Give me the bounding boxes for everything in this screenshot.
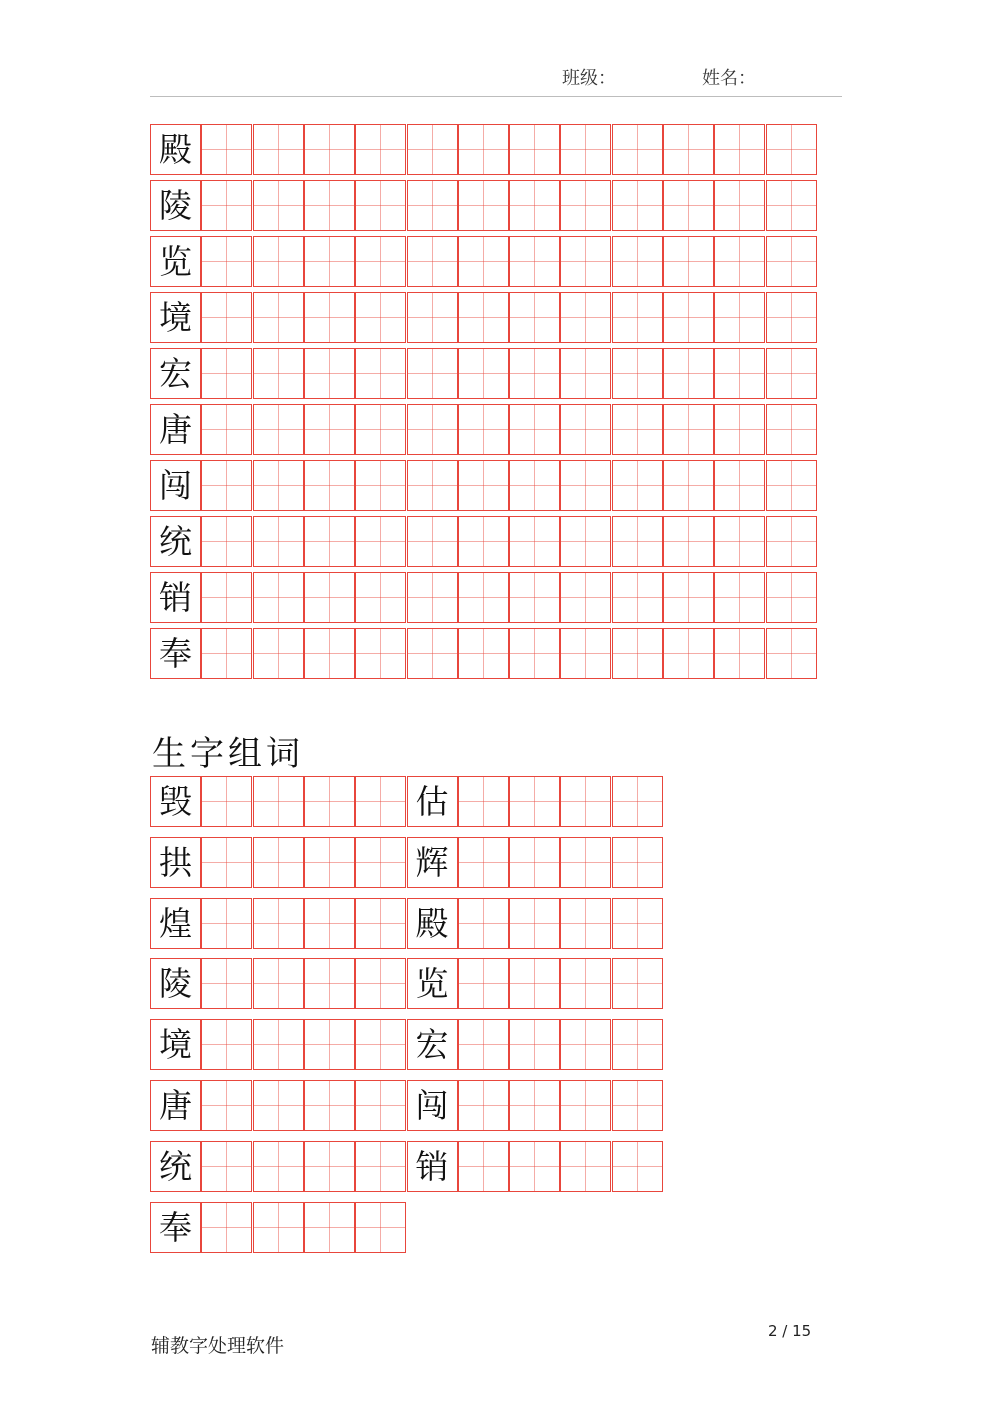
writing-cell[interactable]: [407, 348, 458, 399]
writing-cell[interactable]: [612, 1080, 663, 1131]
writing-cell[interactable]: [355, 572, 406, 623]
writing-cell[interactable]: [560, 958, 611, 1009]
footer-software-name: 辅教字处理软件: [151, 1335, 285, 1357]
writing-cell[interactable]: [612, 628, 663, 679]
writing-cell[interactable]: [304, 958, 355, 1009]
grid-row: [150, 1141, 407, 1192]
writing-cell[interactable]: [201, 837, 252, 888]
writing-cell[interactable]: [560, 1141, 611, 1192]
model-char-cell: [150, 124, 201, 175]
writing-cell[interactable]: [560, 837, 611, 888]
writing-cell[interactable]: [355, 1141, 406, 1192]
writing-cell[interactable]: [304, 124, 355, 175]
header-divider: [150, 96, 842, 97]
writing-cell[interactable]: [663, 292, 714, 343]
model-char: 闯: [415, 1086, 449, 1125]
writing-cell[interactable]: [509, 460, 560, 511]
writing-cell[interactable]: [714, 460, 765, 511]
writing-cell[interactable]: [355, 348, 406, 399]
writing-cell[interactable]: [355, 516, 406, 567]
model-char: 煌: [159, 903, 192, 943]
grid-row: [150, 460, 817, 511]
writing-cell[interactable]: [509, 1019, 560, 1070]
writing-cell[interactable]: [253, 837, 304, 888]
writing-cell[interactable]: [201, 236, 252, 287]
writing-cell[interactable]: [304, 292, 355, 343]
model-char: 境: [159, 1025, 192, 1065]
writing-cell[interactable]: [201, 898, 252, 949]
model-char-cell: [150, 348, 201, 399]
writing-cell[interactable]: [407, 572, 458, 623]
writing-cell[interactable]: [560, 1019, 611, 1070]
model-char-cell: [150, 776, 201, 827]
writing-cell[interactable]: [253, 180, 304, 231]
writing-cell[interactable]: [355, 1202, 406, 1253]
writing-cell[interactable]: [407, 124, 458, 175]
section-title: 生字组词: [152, 734, 304, 774]
writing-cell[interactable]: [304, 1019, 355, 1070]
writing-cell[interactable]: [560, 236, 611, 287]
model-char: 奉: [159, 1207, 192, 1247]
writing-cell[interactable]: [612, 404, 663, 455]
grid-row: [150, 1080, 407, 1131]
grid-row: [150, 1202, 407, 1253]
writing-cell[interactable]: [612, 958, 663, 1009]
writing-cell[interactable]: [560, 1080, 611, 1131]
writing-cell[interactable]: [612, 776, 663, 827]
writing-cell[interactable]: [304, 898, 355, 949]
writing-cell[interactable]: [253, 348, 304, 399]
model-char: 统: [159, 522, 192, 561]
writing-cell[interactable]: [304, 180, 355, 231]
writing-cell[interactable]: [560, 572, 611, 623]
model-char-cell: [407, 837, 458, 888]
writing-cell[interactable]: [509, 1080, 560, 1131]
writing-cell[interactable]: [509, 776, 560, 827]
grid-row: [407, 1019, 664, 1070]
writing-cell[interactable]: [304, 404, 355, 455]
model-char-cell: [150, 516, 201, 567]
writing-cell[interactable]: [407, 516, 458, 567]
writing-cell[interactable]: [714, 292, 765, 343]
writing-cell[interactable]: [355, 1019, 406, 1070]
writing-cell[interactable]: [407, 180, 458, 231]
writing-cell[interactable]: [304, 460, 355, 511]
writing-cell[interactable]: [612, 898, 663, 949]
writing-cell[interactable]: [253, 572, 304, 623]
writing-cell[interactable]: [560, 628, 611, 679]
model-char: 销: [415, 1146, 449, 1186]
writing-cell[interactable]: [458, 776, 509, 827]
writing-cell[interactable]: [714, 348, 765, 399]
writing-cell[interactable]: [201, 124, 252, 175]
writing-cell[interactable]: [253, 1080, 304, 1131]
writing-cell[interactable]: [304, 1202, 355, 1253]
writing-cell[interactable]: [458, 404, 509, 455]
writing-cell[interactable]: [407, 404, 458, 455]
writing-cell[interactable]: [458, 837, 509, 888]
writing-cell[interactable]: [612, 292, 663, 343]
writing-cell[interactable]: [304, 837, 355, 888]
writing-cell[interactable]: [458, 348, 509, 399]
writing-cell[interactable]: [355, 1080, 406, 1131]
grid-row: [407, 1141, 664, 1192]
writing-cell[interactable]: [253, 1202, 304, 1253]
writing-cell[interactable]: [253, 898, 304, 949]
writing-cell[interactable]: [766, 292, 817, 343]
writing-cell[interactable]: [560, 124, 611, 175]
model-char: 殿: [415, 903, 449, 943]
writing-cell[interactable]: [355, 837, 406, 888]
writing-cell[interactable]: [355, 628, 406, 679]
writing-cell[interactable]: [509, 348, 560, 399]
writing-cell[interactable]: [714, 236, 765, 287]
class-label: 班级：: [562, 68, 616, 89]
grid-row: [150, 348, 817, 399]
writing-cell[interactable]: [612, 837, 663, 888]
writing-cell[interactable]: [458, 1019, 509, 1070]
grid-row: [150, 516, 817, 567]
model-char-cell: [150, 1019, 201, 1070]
writing-cell[interactable]: [560, 180, 611, 231]
model-char: 殿: [159, 130, 192, 169]
writing-cell[interactable]: [612, 516, 663, 567]
writing-cell[interactable]: [509, 180, 560, 231]
writing-cell[interactable]: [612, 1019, 663, 1070]
writing-cell[interactable]: [253, 460, 304, 511]
writing-cell[interactable]: [355, 958, 406, 1009]
writing-cell[interactable]: [355, 776, 406, 827]
writing-cell[interactable]: [253, 236, 304, 287]
writing-cell[interactable]: [509, 1141, 560, 1192]
model-char: 拱: [159, 842, 192, 882]
model-char-cell: [150, 292, 201, 343]
writing-cell[interactable]: [304, 776, 355, 827]
grid-row: [150, 837, 407, 888]
writing-cell[interactable]: [766, 628, 817, 679]
writing-cell[interactable]: [201, 958, 252, 1009]
writing-cell[interactable]: [201, 348, 252, 399]
grid-row: [407, 1080, 664, 1131]
model-char: 奉: [159, 634, 192, 673]
model-char-cell: [407, 898, 458, 949]
writing-cell[interactable]: [355, 236, 406, 287]
model-char: 宏: [159, 354, 192, 393]
writing-cell[interactable]: [509, 837, 560, 888]
page-number: 2 / 15: [768, 1322, 812, 1340]
model-char-cell: [407, 1080, 458, 1131]
model-char: 唐: [159, 410, 192, 449]
writing-cell[interactable]: [714, 404, 765, 455]
writing-cell[interactable]: [560, 292, 611, 343]
writing-cell[interactable]: [355, 460, 406, 511]
writing-cell[interactable]: [560, 516, 611, 567]
model-char-cell: [150, 460, 201, 511]
writing-cell[interactable]: [458, 628, 509, 679]
writing-cell[interactable]: [201, 628, 252, 679]
model-char-cell: [407, 958, 458, 1009]
model-char: 销: [159, 578, 192, 617]
model-char-cell: [150, 958, 201, 1009]
writing-cell[interactable]: [458, 180, 509, 231]
model-char-cell: [150, 236, 201, 287]
writing-cell[interactable]: [509, 958, 560, 1009]
writing-cell[interactable]: [663, 180, 714, 231]
grid-row: [150, 404, 817, 455]
writing-cell[interactable]: [612, 460, 663, 511]
writing-cell[interactable]: [663, 348, 714, 399]
writing-cell[interactable]: [201, 1019, 252, 1070]
writing-cell[interactable]: [663, 236, 714, 287]
writing-cell[interactable]: [355, 898, 406, 949]
writing-cell[interactable]: [509, 572, 560, 623]
writing-cell[interactable]: [201, 516, 252, 567]
writing-cell[interactable]: [201, 1080, 252, 1131]
writing-cell[interactable]: [766, 348, 817, 399]
writing-cell[interactable]: [458, 572, 509, 623]
model-char: 辉: [415, 842, 449, 882]
writing-cell[interactable]: [766, 404, 817, 455]
model-char-cell: [150, 1202, 201, 1253]
writing-cell[interactable]: [253, 958, 304, 1009]
writing-cell[interactable]: [612, 124, 663, 175]
writing-cell[interactable]: [407, 236, 458, 287]
writing-cell[interactable]: [766, 460, 817, 511]
name-label: 姓名：: [702, 68, 756, 89]
writing-cell[interactable]: [509, 898, 560, 949]
grid-row: [150, 898, 407, 949]
writing-cell[interactable]: [509, 628, 560, 679]
writing-cell[interactable]: [612, 572, 663, 623]
writing-cell[interactable]: [509, 516, 560, 567]
writing-cell[interactable]: [253, 124, 304, 175]
writing-cell[interactable]: [509, 124, 560, 175]
writing-cell[interactable]: [663, 572, 714, 623]
writing-cell[interactable]: [714, 516, 765, 567]
grid-row: [407, 776, 664, 827]
writing-cell[interactable]: [407, 628, 458, 679]
writing-cell[interactable]: [560, 404, 611, 455]
writing-cell[interactable]: [663, 404, 714, 455]
model-char-cell: [407, 1019, 458, 1070]
grid-row: [150, 776, 407, 827]
writing-cell[interactable]: [458, 236, 509, 287]
grid-row: [150, 1019, 407, 1070]
header-fields: [0, 64, 992, 92]
grid-row: [150, 292, 817, 343]
writing-cell[interactable]: [560, 776, 611, 827]
writing-cell[interactable]: [612, 236, 663, 287]
writing-cell[interactable]: [253, 292, 304, 343]
model-char-cell: [150, 1080, 201, 1131]
writing-cell[interactable]: [304, 236, 355, 287]
writing-cell[interactable]: [458, 1080, 509, 1131]
grid-row: [407, 958, 664, 1009]
writing-cell[interactable]: [407, 292, 458, 343]
grid-row: [150, 236, 817, 287]
writing-cell[interactable]: [355, 124, 406, 175]
writing-cell[interactable]: [355, 404, 406, 455]
writing-cell[interactable]: [663, 628, 714, 679]
writing-cell[interactable]: [458, 292, 509, 343]
writing-cell[interactable]: [560, 460, 611, 511]
writing-cell[interactable]: [253, 776, 304, 827]
writing-cell[interactable]: [509, 292, 560, 343]
model-char-cell: [150, 898, 201, 949]
grid-row: [150, 180, 817, 231]
writing-cell[interactable]: [201, 292, 252, 343]
writing-cell[interactable]: [458, 516, 509, 567]
writing-cell[interactable]: [458, 958, 509, 1009]
writing-cell[interactable]: [355, 180, 406, 231]
grid-row: [407, 898, 664, 949]
writing-cell[interactable]: [201, 460, 252, 511]
model-char: 览: [415, 964, 449, 1004]
writing-cell[interactable]: [407, 460, 458, 511]
writing-cell[interactable]: [201, 776, 252, 827]
writing-cell[interactable]: [304, 516, 355, 567]
writing-cell[interactable]: [355, 292, 406, 343]
grid-row: [150, 628, 817, 679]
model-char-cell: [150, 628, 201, 679]
writing-cell[interactable]: [766, 516, 817, 567]
writing-cell[interactable]: [304, 572, 355, 623]
model-char-cell: [150, 180, 201, 231]
writing-cell[interactable]: [253, 516, 304, 567]
model-char-cell: [407, 1141, 458, 1192]
writing-cell[interactable]: [201, 404, 252, 455]
model-char: 览: [159, 242, 192, 281]
model-char-cell: [407, 776, 458, 827]
writing-cell[interactable]: [663, 460, 714, 511]
writing-cell[interactable]: [663, 124, 714, 175]
grid-row: [407, 837, 664, 888]
writing-cell[interactable]: [201, 1202, 252, 1253]
writing-cell[interactable]: [612, 180, 663, 231]
writing-cell[interactable]: [714, 572, 765, 623]
writing-cell[interactable]: [304, 1080, 355, 1131]
grid-row: [150, 124, 817, 175]
writing-cell[interactable]: [714, 180, 765, 231]
writing-cell[interactable]: [509, 236, 560, 287]
model-char: 估: [415, 782, 449, 821]
writing-cell[interactable]: [253, 628, 304, 679]
writing-cell[interactable]: [304, 628, 355, 679]
writing-cell[interactable]: [612, 348, 663, 399]
writing-cell[interactable]: [766, 572, 817, 623]
model-char-cell: [150, 404, 201, 455]
writing-cell[interactable]: [304, 348, 355, 399]
writing-cell[interactable]: [612, 1141, 663, 1192]
model-char-cell: [150, 572, 201, 623]
writing-cell[interactable]: [253, 404, 304, 455]
writing-cell[interactable]: [458, 124, 509, 175]
model-char: 境: [159, 298, 192, 337]
model-char: 陵: [159, 964, 192, 1004]
writing-cell[interactable]: [253, 1141, 304, 1192]
writing-cell[interactable]: [201, 180, 252, 231]
model-char: 统: [159, 1146, 192, 1186]
writing-cell[interactable]: [458, 460, 509, 511]
model-char-cell: [150, 837, 201, 888]
writing-cell[interactable]: [766, 180, 817, 231]
writing-cell[interactable]: [458, 1141, 509, 1192]
writing-cell[interactable]: [253, 1019, 304, 1070]
writing-cell[interactable]: [766, 124, 817, 175]
writing-cell[interactable]: [714, 628, 765, 679]
model-char: 陵: [159, 186, 192, 225]
grid-row: [150, 958, 407, 1009]
writing-cell[interactable]: [201, 1141, 252, 1192]
writing-cell[interactable]: [509, 404, 560, 455]
writing-cell[interactable]: [304, 1141, 355, 1192]
writing-cell[interactable]: [663, 516, 714, 567]
writing-cell[interactable]: [458, 898, 509, 949]
writing-cell[interactable]: [714, 124, 765, 175]
writing-cell[interactable]: [201, 572, 252, 623]
writing-cell[interactable]: [766, 236, 817, 287]
grid-row: [150, 572, 817, 623]
model-char: 闯: [159, 466, 192, 505]
writing-cell[interactable]: [560, 898, 611, 949]
model-char: 唐: [159, 1086, 192, 1125]
model-char-cell: [150, 1141, 201, 1192]
writing-cell[interactable]: [560, 348, 611, 399]
model-char: 宏: [415, 1025, 449, 1065]
model-char: 毁: [159, 782, 192, 821]
